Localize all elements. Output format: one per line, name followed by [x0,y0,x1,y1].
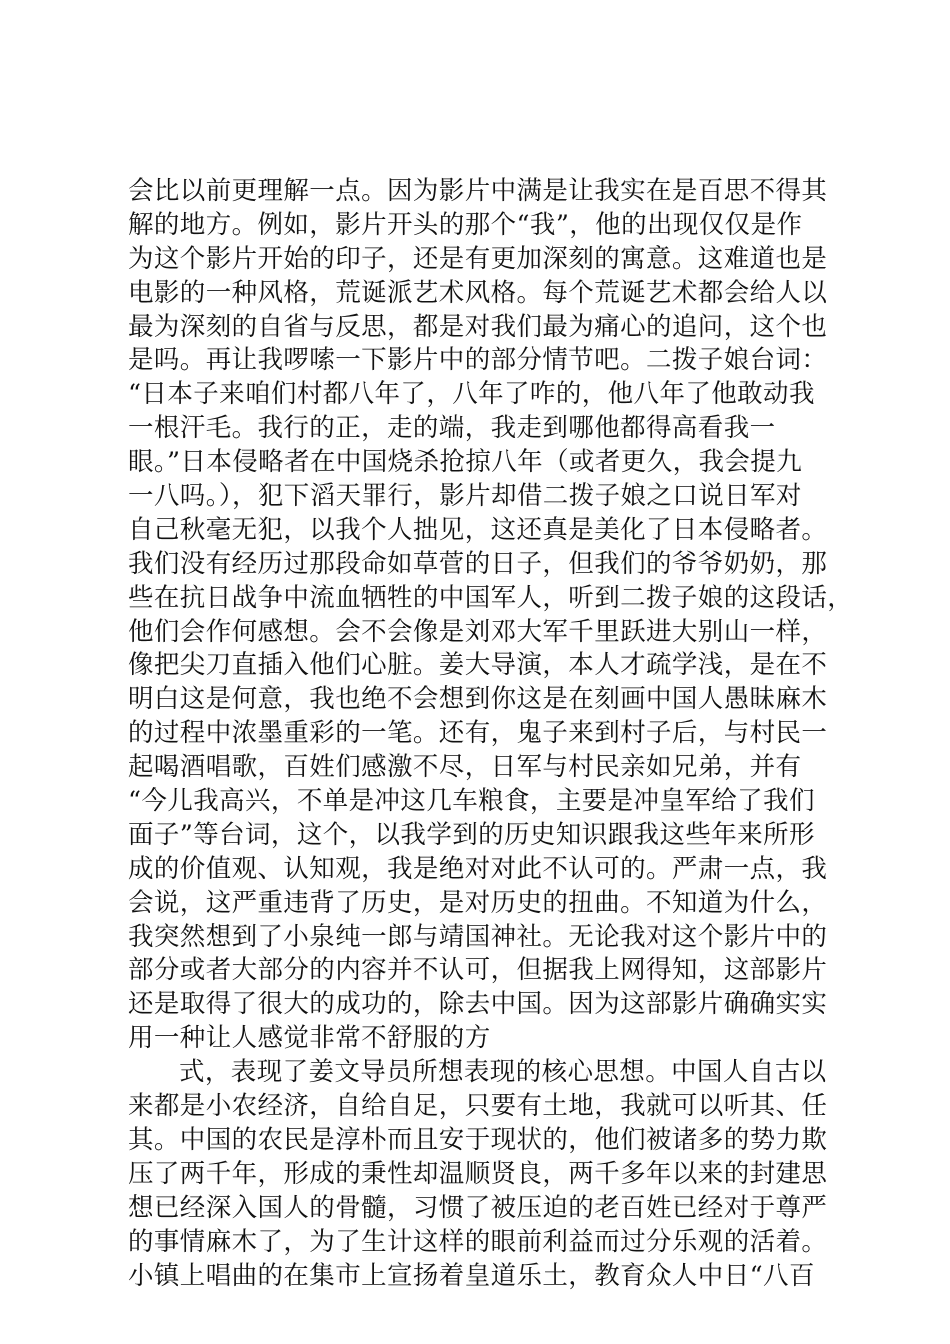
text-line: 会说，这严重违背了历史，是对历史的扭曲。不知道为什么， [128,887,828,918]
text-line: 的过程中浓墨重彩的一笔。还有，鬼子来到村子后，与村民一 [128,718,828,749]
text-line: 眼。”日本侵略者在中国烧杀抢掠八年（或者更久，我会提九 [128,447,803,478]
text-line: 部分或者大部分的内容并不认可，但据我上网得知，这部影片 [128,955,828,986]
text-line: 起喝酒唱歌，百姓们感激不尽，日军与村民亲如兄弟，并有 [128,752,802,783]
text-line: 小镇上唱曲的在集市上宣扬着皇道乐土，教育众人中日“八百 [128,1260,815,1291]
text-line: 其。中国的农民是淳朴而且安于现状的，他们被诸多的势力欺 [128,1124,828,1155]
paragraph-start-line: 式，表现了姜文导员所想表现的核心思想。中国人自古以 [179,1057,827,1088]
text-line: 成的价值观、认知观，我是绝对对此不认可的。严肃一点，我 [128,853,828,884]
text-line: “今儿我高兴，不单是冲这几车粮食，主要是冲皇军给了我们 [128,786,815,817]
text-line: 为这个影片开始的印子，还是有更加深刻的寓意。这难道也是 [128,243,828,274]
text-line: 来都是小农经济，自给自足，只要有土地，我就可以听其、任 [128,1091,828,1122]
text-line: 像把尖刀直插入他们心脏。姜大导演，本人才疏学浅，是在不 [128,650,828,681]
text-line: 他们会作何感想。会不会像是刘邓大军千里跃进大别山一样， [128,616,828,647]
text-line: 解的地方。例如，影片开头的那个“我”，他的出现仅仅是作 [128,209,803,240]
text-line: 用一种让人感觉非常不舒服的方 [128,1023,491,1054]
text-line: 最为深刻的自省与反思，都是对我们最为痛心的追问，这个也 [128,311,828,342]
text-line: 会比以前更理解一点。因为影片中满是让我实在是百思不得其 [128,176,828,206]
text-line: 是吗。再让我啰嗦一下影片中的部分情节吧。二拨子娘台词： [128,345,828,376]
body-text [128,175,854,1293]
text-line: 想已经深入国人的骨髓，习惯了被压迫的老百姓已经对于尊严 [128,1192,828,1223]
text-line: 一根汗毛。我行的正，走的端，我走到哪他都得高看我一 [128,413,776,444]
text-line: 明白这是何意，我也绝不会想到你这是在刻画中国人愚昧麻木 [128,684,828,715]
text-line: 压了两千年，形成的秉性却温顺贤良，两千多年以来的封建思 [128,1158,828,1189]
text-line: 我突然想到了小泉纯一郎与靖国神社。无论我对这个影片中的 [128,921,828,952]
text-line: 面子”等台词，这个，以我学到的历史知识跟我这些年来所形 [128,819,815,850]
text-line: 些在抗日战争中流血牺牲的中国军人，听到二拨子娘的这段话， [128,582,854,613]
text-line: 自己秋毫无犯，以我个人拙见，这还真是美化了日本侵略者。 [128,514,828,545]
text-line: “日本子来咱们村都八年了，八年了咋的，他八年了他敢动我 [128,379,815,410]
text-line: 电影的一种风格，荒诞派艺术风格。每个荒诞艺术都会给人以 [128,277,828,308]
text-line: 的事情麻木了，为了生计这样的眼前利益而过分乐观的活着。 [128,1226,828,1257]
text-line: 我们没有经历过那段命如草菅的日子，但我们的爷爷奶奶，那 [128,548,828,579]
text-line: 还是取得了很大的成功的，除去中国。因为这部影片确确实实 [128,989,828,1020]
text-line: 一八吗。），犯下滔天罪行，影片却借二拨子娘之口说日军对 [128,481,802,512]
